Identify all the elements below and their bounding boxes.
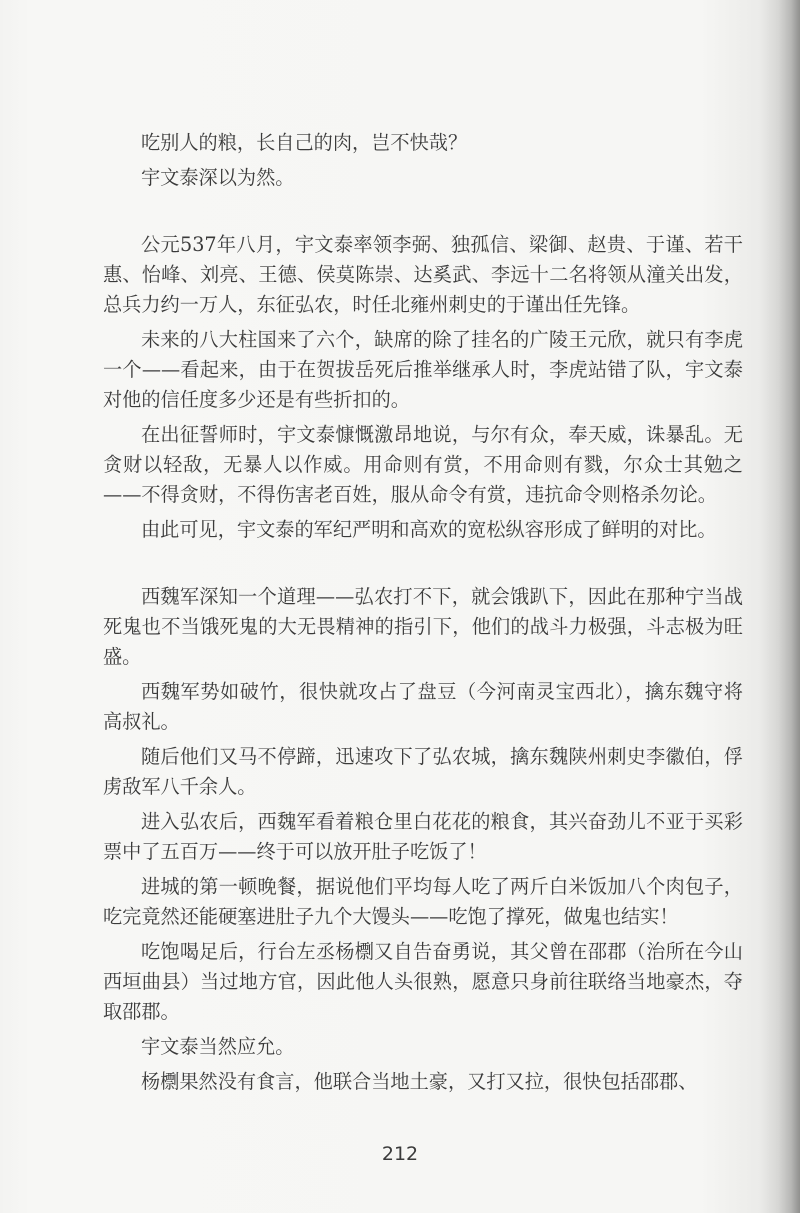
- page-number: 212: [381, 1143, 419, 1165]
- paragraph: 由此可见，宇文泰的军纪严明和高欢的宽松纵容形成了鲜明的对比。: [141, 518, 717, 541]
- paragraph: 未来的八大柱国来了六个，缺席的除了挂名的广陵王元欣，就只有李虎一个——看起来，由于在贺拔岳死后推举继承人时，李虎站错了队，宇文泰对他的信任度多少还是有些折扣的。: [103, 328, 743, 411]
- paragraph: 进城的第一顿晚餐，据说他们平均每人吃了两斤白米饭加八个肉包子，吃完竟然还能硬塞进肚子九个大馒头——吃饱了撑死，做鬼也结实！: [103, 875, 743, 928]
- paragraph: 公元537年八月，宇文泰率领李弼、独孤信、梁御、赵贵、于谨、若干惠、怡峰、刘亮、王德、侯莫陈崇、达奚武、李远十二名将领从潼关出发，总兵力约一万人，东征弘农，时任北雍州刺史的于谨出任先锋。: [103, 233, 743, 316]
- paragraph: 西魏军势如破竹，很快就攻占了盘豆（今河南灵宝西北），擒东魏守将高叔礼。: [103, 680, 743, 733]
- paragraph: 宇文泰当然应允。: [141, 1035, 295, 1058]
- paragraph: 随后他们又马不停蹄，迅速攻下了弘农城，擒东魏陕州刺史李徽伯，俘虏敌军八千余人。: [103, 745, 743, 798]
- paragraph: 西魏军深知一个道理——弘农打不下，就会饿趴下，因此在那种宁当战死鬼也不当饿死鬼的大无畏精神的指引下，他们的战斗力极强，斗志极为旺盛。: [103, 585, 743, 668]
- paragraph: 宇文泰深以为然。: [141, 166, 295, 189]
- paragraph: 进入弘农后，西魏军看着粮仓里白花花的粮食，其兴奋劲儿不亚于买彩票中了五百万——终于可以放开肚子吃饭了！: [103, 810, 743, 863]
- paragraph: 在出征誓师时，宇文泰慷慨激昂地说，与尔有众，奉天威，诛暴乱。无贪财以轻敌，无暴人以作威。用命则有赏，不用命则有戮，尔众士其勉之——不得贪财，不得伤害老百姓，服从命令有赏，违抗命令则格杀勿论。: [103, 423, 743, 506]
- page-spine-shadow: [778, 0, 800, 1213]
- paragraph: 吃别人的粮，长自己的肉，岂不快哉？: [141, 131, 468, 154]
- paragraph: 杨檦果然没有食言，他联合当地土豪，又打又拉，很快包括邵郡、: [141, 1070, 698, 1093]
- paragraph: 吃饱喝足后，行台左丞杨檦又自告奋勇说，其父曾在邵郡（治所在今山西垣曲县）当过地方官，因此他人头很熟，愿意只身前往联络当地豪杰，夺取邵郡。: [103, 940, 743, 1023]
- page-body-text: [103, 128, 743, 1102]
